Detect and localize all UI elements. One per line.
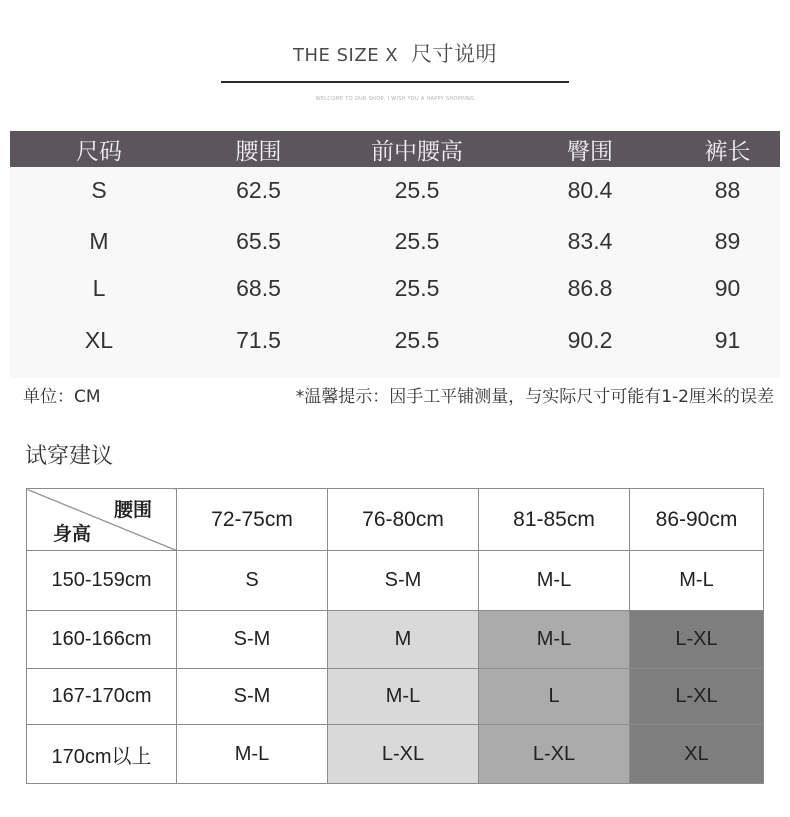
fit-cell: L-XL [630, 611, 764, 669]
fit-cell: S-M [177, 669, 328, 725]
cell-size: S [91, 177, 107, 203]
fit-cell: M [328, 611, 479, 669]
cell-hip: 83.4 [567, 228, 613, 254]
measurement-note: *温馨提示：因手工平铺测量，与实际尺寸可能有1-2厘米的误差 [295, 387, 774, 407]
height-range: 150-159cm [27, 551, 177, 611]
fit-table-header [27, 489, 764, 551]
col-header-waist: 腰围 [188, 131, 329, 167]
title-english: THE SIZE X [293, 45, 399, 66]
cell-size: XL [84, 326, 114, 353]
fit-section-title: 试穿建议 [25, 444, 114, 469]
table-row [27, 725, 764, 784]
cell-length: 88 [714, 177, 741, 203]
col-header-size: 尺码 [10, 131, 188, 167]
cell-length: 90 [714, 275, 741, 301]
cell-length: 91 [714, 326, 741, 353]
waist-range: 76-80cm [328, 489, 479, 551]
fit-cell: M-L [630, 551, 764, 611]
table-row [10, 265, 780, 312]
fit-cell: M-L [479, 611, 630, 669]
cell-waist: 71.5 [236, 326, 281, 353]
fit-cell: L [479, 669, 630, 725]
cell-hip: 80.4 [567, 177, 613, 203]
cell-size: L [92, 275, 106, 301]
table-row [27, 611, 764, 669]
fit-cell: XL [630, 725, 764, 784]
cell-front-rise: 25.5 [394, 177, 440, 203]
cell-front-rise: 25.5 [394, 326, 440, 353]
height-range: 170cm以上 [27, 725, 177, 784]
col-header-length: 裤长 [675, 131, 780, 167]
size-table-header [10, 131, 780, 167]
table-row [27, 669, 764, 725]
table-row [10, 312, 780, 378]
cell-waist: 65.5 [236, 228, 281, 254]
fit-cell: L-XL [328, 725, 479, 784]
title-underline [221, 81, 569, 83]
fit-cell: S-M [328, 551, 479, 611]
table-row [10, 214, 780, 265]
page-title [0, 38, 790, 68]
cell-front-rise: 25.5 [394, 228, 440, 254]
waist-range: 81-85cm [479, 489, 630, 551]
fit-cell: M-L [328, 669, 479, 725]
waist-range: 86-90cm [630, 489, 764, 551]
fit-cell: M-L [479, 551, 630, 611]
cell-size: M [89, 228, 109, 254]
height-range: 167-170cm [27, 669, 177, 725]
welcome-text: WELCOME TO OUR SHOP, I WISH YOU A HAPPY SHOPPING [315, 96, 475, 102]
fit-cell: M-L [177, 725, 328, 784]
fit-cell: S-M [177, 611, 328, 669]
fit-cell: L-XL [630, 669, 764, 725]
waist-range: 72-75cm [177, 489, 328, 551]
cell-waist: 62.5 [236, 177, 281, 203]
corner-waist-label: 腰围 [113, 500, 152, 521]
title-chinese: 尺寸说明 [410, 42, 497, 66]
fit-cell: L-XL [479, 725, 630, 784]
table-row [10, 167, 780, 214]
cell-length: 89 [714, 228, 741, 254]
cell-front-rise: 25.5 [394, 275, 440, 301]
cell-hip: 86.8 [567, 275, 613, 301]
size-table [10, 131, 780, 378]
col-header-front-rise: 前中腰高 [329, 131, 505, 167]
table-row [27, 551, 764, 611]
fit-table [26, 488, 764, 784]
height-range: 160-166cm [27, 611, 177, 669]
unit-label: 单位：CM [23, 387, 101, 407]
cell-hip: 90.2 [567, 326, 613, 353]
fit-cell: S [177, 551, 328, 611]
corner-cell [27, 489, 177, 551]
col-header-hip: 臀围 [505, 131, 675, 167]
cell-waist: 68.5 [236, 275, 281, 301]
corner-height-label: 身高 [53, 524, 92, 545]
